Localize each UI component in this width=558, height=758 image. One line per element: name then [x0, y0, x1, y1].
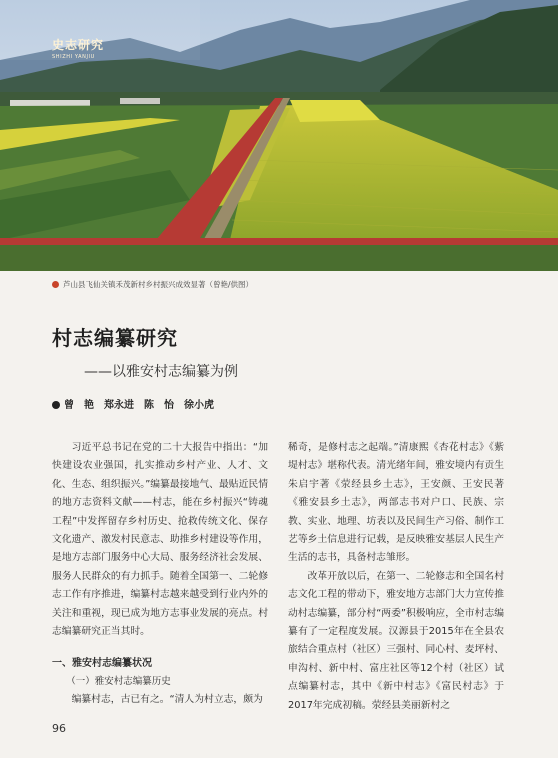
paragraph: 编纂村志，古已有之。“清人为村立志，颇为 — [71, 694, 263, 706]
photo-caption — [52, 279, 253, 290]
authors-line — [52, 396, 214, 411]
article-subtitle: ——以雅安村志编纂为例 — [84, 364, 238, 380]
cover-photo — [0, 0, 558, 271]
right-column — [288, 439, 504, 715]
author-bullet-icon — [52, 401, 60, 409]
paragraph: 改革开放以后，在第一、二轮修志和全国名村志文化工程的带动下，雅安地方志部门大力宣传推动村志编纂，部分村“两委”积极响应，全市村志编纂有了一定程度发展。汉源县于2015年在全县农旅结合重点村（社区）三强村、同心村、麦坪村、申沟村、新中村、富庄社区等12个村（社区）试点编纂村志，其中《新中村志》《富民村志》于2017年完成初稿。荥经县美丽新村之 — [288, 570, 504, 711]
section-heading: 一、雅安村志编纂状况 — [52, 658, 152, 670]
article-title: 村志编纂研究 — [52, 326, 178, 350]
paragraph: 稀奇，是修村志之起端。”清康熙《杏花村志》《紫堤村志》堪称代表。清光绪年间，雅安境内有贡生朱启宇著《荥经县乡土志》，王安颜、王安民著《雅安县乡土志》，两部志书对户口、民族、宗教、实业、地理、坊表以及民间生产习俗、制作工艺等乡土信息进行记载，是反映雅安基层人民生产生活的志书，具备村志雏形。 — [288, 442, 504, 564]
caption-text: 芦山县飞仙关镇禾茂新村乡村振兴成效显著（曾艳/供图） — [63, 280, 254, 289]
section-label: 史志研究 — [52, 38, 105, 52]
section-pinyin: SHIZHI YANJIU — [52, 54, 95, 60]
subsection-heading: （一）雅安村志编纂历史 — [66, 676, 171, 688]
authors-text: 曾 艳 郑永进 陈 怡 徐小虎 — [64, 400, 214, 411]
caption-bullet-icon — [52, 281, 59, 288]
left-column — [52, 439, 268, 710]
page-number: 96 — [52, 722, 66, 735]
paragraph: 习近平总书记在党的二十大报告中指出：“加快建设农业强国，扎实推动乡村产业、人才、文化、生态、组织振兴。”编纂最接地气、最贴近民情的地方志资料文献——村志，能在乡村振兴“铸魂工程”中发挥留存乡村历史、抢救传统文化、保存文化遗产、激发村民意志、助推乡村建设等作用，是地方志部门服务中心大局、服务经济社会发展、服务人民群众的有力抓手。随着全国第一、二轮修志工作有序推进，编纂村志越来越受到行业内外的关注和重视，现已成为地方志事业发展的亮点。村志编纂研究正当其时。 — [52, 442, 268, 638]
section-tag — [52, 36, 104, 60]
